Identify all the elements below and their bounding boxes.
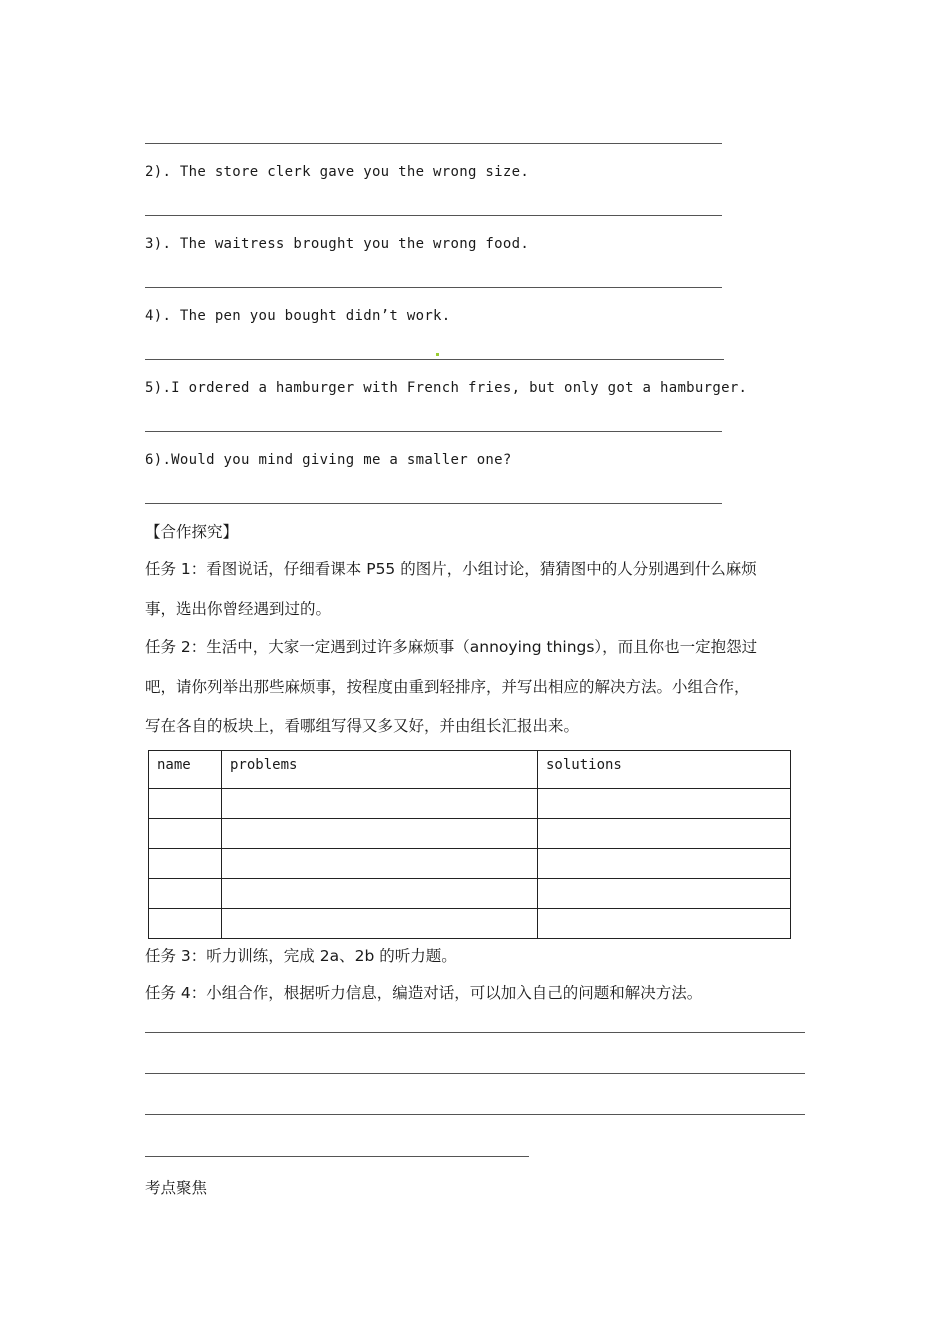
answer-line: [145, 359, 724, 360]
table-cell[interactable]: [222, 849, 538, 879]
task1-line1: 任务 1：看图说话，仔细看课本 P55 的图片，小组讨论，猜猜图中的人分别遇到什么麻烦: [145, 560, 757, 578]
task2-line1: 任务 2：生活中，大家一定遇到过许多麻烦事（annoying things），而且你也一定抱怨过: [145, 638, 758, 656]
table-header-row: [149, 751, 791, 789]
exercise-item-4: 4). The pen you bought didn’t work.: [145, 308, 451, 324]
task3: 任务 3：听力训练，完成 2a、2b 的听力题。: [145, 947, 457, 965]
answer-line: [145, 143, 722, 144]
section-title: 【合作探究】: [145, 523, 239, 541]
task4: 任务 4：小组合作，根据听力信息，编造对话，可以加入自己的问题和解决方法。: [145, 984, 703, 1002]
header-solutions: solutions: [538, 751, 791, 789]
table-cell[interactable]: [538, 909, 791, 939]
exercise-item-2: 2). The store clerk gave you the wrong size.: [145, 164, 530, 180]
task1-line2: 事，选出你曾经遇到过的。: [145, 600, 332, 618]
table-cell[interactable]: [538, 849, 791, 879]
table-row: [149, 909, 791, 939]
answer-line: [145, 431, 722, 432]
writing-line: [145, 1073, 805, 1074]
table-row: [149, 849, 791, 879]
answer-line: [145, 287, 722, 288]
table-cell[interactable]: [222, 819, 538, 849]
table-row: [149, 819, 791, 849]
stray-dot: [436, 353, 439, 356]
header-name: name: [149, 751, 222, 789]
problems-table: [148, 750, 791, 939]
table-cell[interactable]: [222, 789, 538, 819]
exercise-item-3: 3). The waitress brought you the wrong food.: [145, 236, 530, 252]
table-cell[interactable]: [149, 819, 222, 849]
table-cell[interactable]: [538, 819, 791, 849]
table-cell[interactable]: [149, 879, 222, 909]
table-cell[interactable]: [149, 909, 222, 939]
table-cell[interactable]: [149, 789, 222, 819]
table-cell[interactable]: [538, 789, 791, 819]
table-row: [149, 879, 791, 909]
footer-heading: 考点聚焦: [145, 1179, 208, 1197]
exercise-item-6: 6).Would you mind giving me a smaller one?: [145, 452, 512, 468]
answer-line: [145, 215, 722, 216]
answer-line: [145, 503, 722, 504]
table-row: [149, 789, 791, 819]
writing-line: [145, 1114, 805, 1115]
exercise-item-5: 5).I ordered a hamburger with French fries, but only got a hamburger.: [145, 380, 748, 396]
table-cell[interactable]: [538, 879, 791, 909]
table-cell[interactable]: [222, 909, 538, 939]
task2-line3: 写在各自的板块上，看哪组写得又多又好，并由组长汇报出来。: [145, 717, 580, 735]
table-cell[interactable]: [222, 879, 538, 909]
header-problems: problems: [222, 751, 538, 789]
table-cell[interactable]: [149, 849, 222, 879]
task2-line2: 吧，请你列举出那些麻烦事，按程度由重到轻排序，并写出相应的解决方法。小组合作，: [145, 678, 750, 696]
writing-line: [145, 1156, 529, 1157]
writing-line: [145, 1032, 805, 1033]
